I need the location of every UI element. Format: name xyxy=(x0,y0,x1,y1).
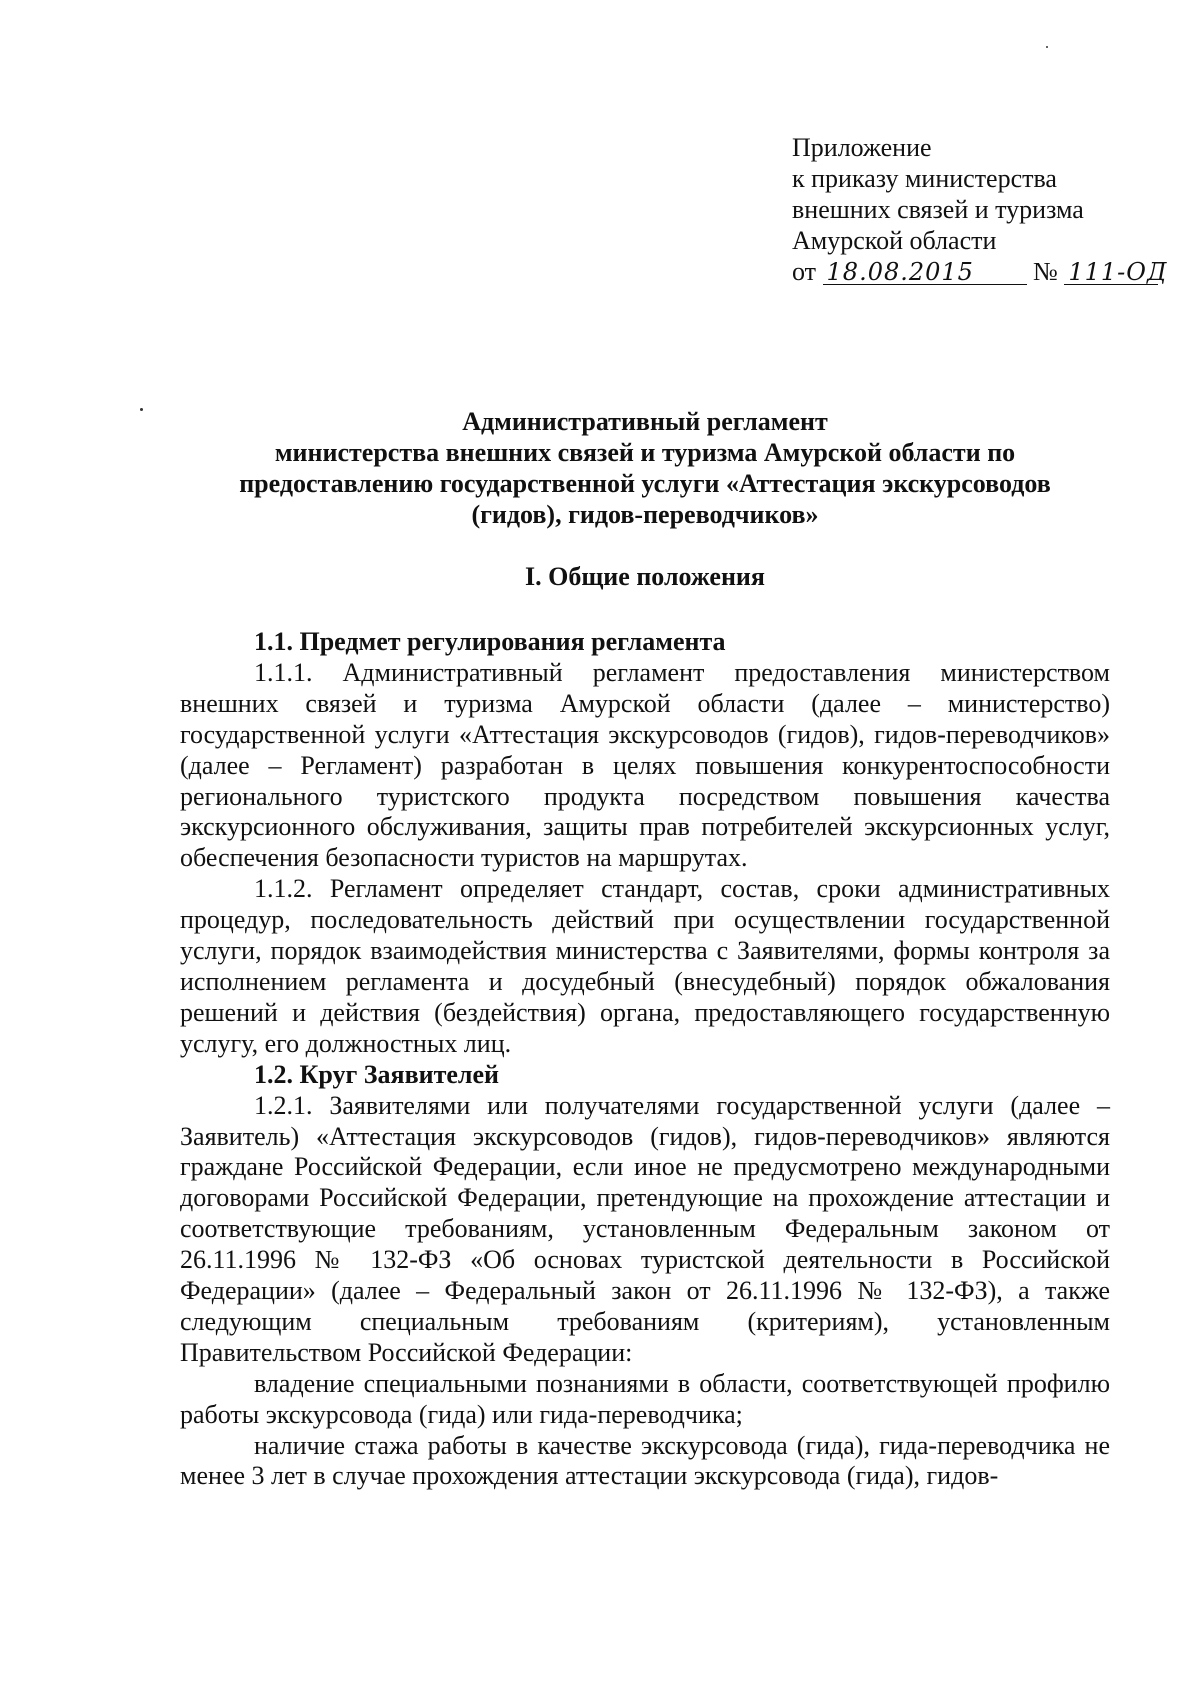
appendix-line-4: Амурской области xyxy=(792,226,997,255)
appendix-line-3: внешних связей и туризма xyxy=(792,195,1084,224)
number-label: № xyxy=(1033,257,1058,286)
from-label: от xyxy=(792,257,817,286)
appendix-line-1: Приложение xyxy=(792,133,932,162)
paragraph-1-1-2: 1.1.2. Регламент определяет стандарт, состав, сроки административных процедур, последовательность действий при осуществлении государственной услуги, порядок взаимодействия министерства с Заявителями, формы контроля за исполнением регламента и досудебный (внесудебный) порядок обжалования решений и действия (бездействия) органа, предоставляющего государственную услугу, его должностных лиц. xyxy=(180,874,1110,1058)
paragraph-requirement-1: владение специальными познаниями в области, соответствующей профилю работы экскурсовода (гида) или гида-переводчика; xyxy=(180,1368,1110,1429)
handwritten-number: 111-ОД xyxy=(1064,260,1158,285)
document-body xyxy=(180,627,1110,1492)
title-line-2: министерства внешних связей и туризма Амурской области по xyxy=(274,438,1016,467)
scan-speck xyxy=(1046,46,1048,48)
title-line-4: (гидов), гидов-переводчиков» xyxy=(471,500,819,529)
heading-1-2: 1.2. Круг Заявителей xyxy=(254,1059,500,1089)
paragraph-1-1-1: 1.1.1. Административный регламент предоставления министерством внешних связей и туризма Амурской области (далее – министерство) государственной услуги «Аттестация экскурсоводов (гидов), гидов-переводчиков» (далее – Регламент) разработан в целях повышения конкурентоспособности регионального туристского продукта посредством повышения качества экскурсионного обслуживания, защиты прав потребителей экскурсионных услуг, обеспечения безопасности туристов на маршрутах. xyxy=(180,657,1110,873)
appendix-block xyxy=(792,132,1168,287)
paragraph-requirement-2: наличие стажа работы в качестве экскурсовода (гида), гида-переводчика не менее 3 лет в случае прохождения аттестации экскурсовода (гида), гидов- xyxy=(180,1430,1110,1491)
appendix-line-2: к приказу министерства xyxy=(792,164,1057,193)
paragraph-1-2-1: 1.2.1. Заявителями или получателями государственной услуги (далее – Заявитель) «Аттестация экскурсоводов (гидов), гидов-переводчиков» являются граждане Российской Федерации, если иное не предусмотрено международными договорами Российской Федерации, претендующие на прохождение аттестации и соответствующие требованиям, установленным Федеральным законом от 26.11.1996 № 132-ФЗ «Об основах туристской деятельности в Российской Федерации» (далее – Федеральный закон от 26.11.1996 № 132-ФЗ), а также следующим специальным требованиям (критериям), установленным Правительством Российской Федерации: xyxy=(180,1090,1110,1367)
heading-1-1: 1.1. Предмет регулирования регламента xyxy=(254,627,726,656)
handwritten-date: 18.08.2015 xyxy=(823,260,1027,285)
appendix-date-line xyxy=(792,256,1168,287)
scan-speck xyxy=(140,408,143,411)
title-line-1: Административный регламент xyxy=(462,407,828,436)
title-line-3: предоставлению государственной услуги «Аттестация экскурсоводов xyxy=(239,469,1051,498)
document-title xyxy=(180,406,1110,530)
section-title: I. Общие положения xyxy=(525,562,765,591)
